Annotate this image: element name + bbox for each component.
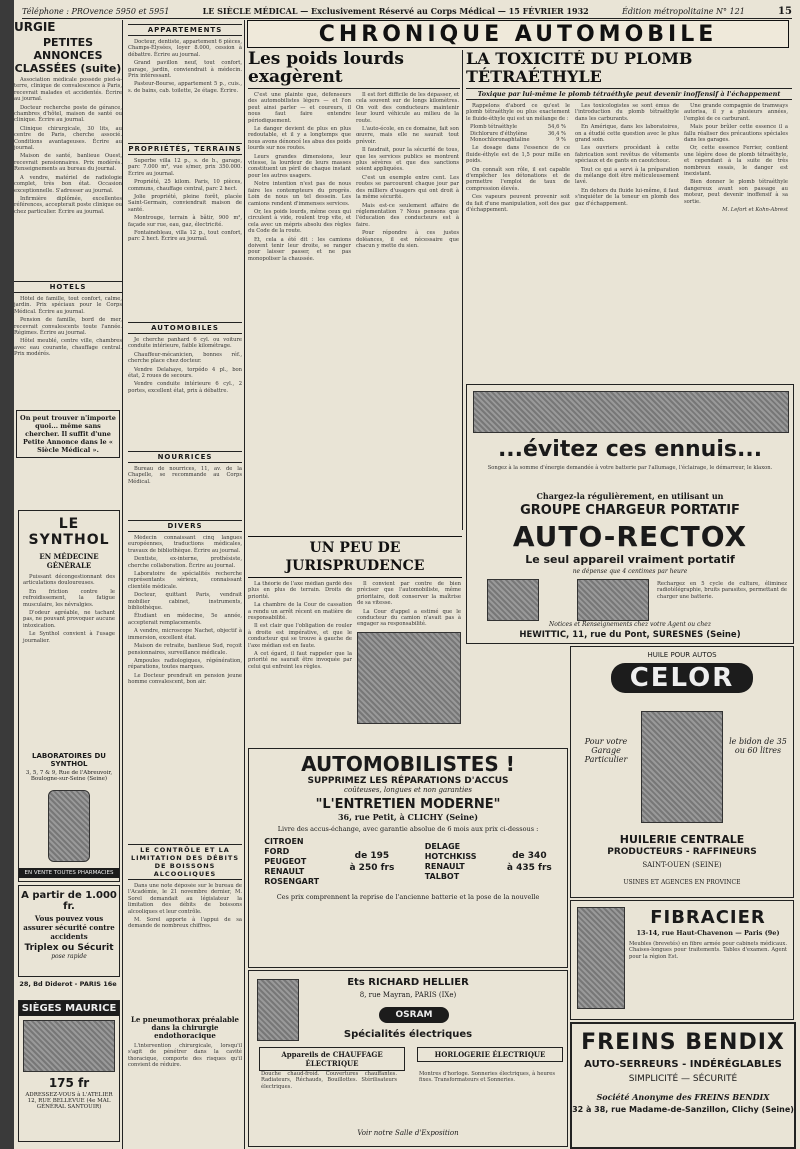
entretien-title: AUTOMOBILISTES ! (301, 752, 515, 776)
celor-top: HUILE POUR AUTOS (647, 651, 717, 659)
header-masthead: LE SIÈCLE MÉDICAL — Exclusivement Réservé au Corps Médical — 15 FÉVRIER 1932 (202, 6, 589, 16)
fibracier-address: 13-14, rue Haut-Chavenon — Paris (9e) (636, 929, 780, 937)
synthol-brand: LE SYNTHOL (28, 516, 110, 548)
article-lead: C'est une plainte que, défenseurs des automobilistes légers — et l'on peut ainsi parler — et coureurs, il nous faut faire entendre périodiquement. (248, 92, 351, 124)
celor-script-left: Pour votre Garage Particulier (584, 737, 628, 764)
article-subtitle-plomb: Toxique par lui-même le plomb tétraéthyle peut devenir inoffensif à l'échappement (466, 88, 792, 100)
autorectox-line2: Chargez-la régulièrement, en utilisant un (536, 491, 724, 501)
celor-brand: CELOR (629, 663, 735, 693)
sieges-price: 175 fr (48, 1076, 90, 1090)
binding-edge (0, 0, 14, 1149)
synthol-lab: LABORATOIRES DU SYNTHOL (32, 752, 106, 768)
article-poids-lourds: Les poids lourds exagèrent C'est une plainte que, défenseurs des automobilistes légers — et l'on peut ainsi parler — et coureurs, il nous faut faire entendre périodiquement. Le danger devient de plus en plus redoutable, et il y a longtemps que nous avons dénoncé les abus des poids lourds sur nos routes. Leurs grandes dimensions, leur vitesse, la lourdeur de leurs masses constituent un péril de chaque instant pour les autres usagers. Notre intention n'est pas de nous faire les contempteurs du progrès. Loin de nous un tel dessein. Les camions rendent d'immenses services. Or, les poids lourds, même ceux qui circulent à vide, roulent trop vite, et cela avec un mépris absolu des règles du Code de la route. Et, cela a été dit : les camions doivent tenir leur droite, se ranger pour laisser passer, et ne pas monopoliser la chaussée. Il est fort difficile de les dépasser, et cela souvent sur de longs kilomètres. On voit des conducteurs maintenir leur lourd véhicule au milieu de la route. L'auto-école, en ce domaine, fait son œuvre, mais elle ne saurait tout prévoir. Il faudrait, pour la sécurité de tous, que les services publics se montrent plus sévères et que des sanctions soient appliquées. C'est un exemple entre cent. Les routes se parcourent chaque jour par des milliers d'usagers qui ont droit à la même sécurité. Mais est-ce seulement affaire de réglementation ? Nous pensons que l'éducation des conducteurs est à faire. Pour répondre à ces justes doléances, il est nécessaire que chacun y mette du sien. (248, 50, 459, 262)
classifieds-column: APPARTEMENTS Docteur, dentiste, appartement 6 pièces, Champs-Élysées, loyer 8.000, cession à débattre. Écrire au journal. Grand pavillon neuf, tout confort, garage, jardin, conviendrait à médecin. Prix intéressant. Pasteur-Bourse, appartement 5 p., cuis., s. de bains, cab. toilette, 2e étage. Écrire. PROPRIÉTÉS, TERRAINS Superbe villa 12 p., s. de b., garage, parc 7.000 m², vue s/mer, prix 350.000. Écrire au journal. Propriété, 25 kilom. Paris, 10 pièces, communs, chauffage central, parc 2 hect. Jolie propriété, pleine forêt, placée Saint-Germain, conviendrait maison de santé. Montrouge, terrain à bâtir, 900 m², façade sur rue, eau, gaz, électricité. Fontainebleau, villa 12 p., tout confort, parc 2 hect. Écrire au journal. AUTOMOBILES Je cherche panhard 6 cyl. ou voiture conduite intérieure, faible kilométrage. Chauffeur-mécanicien, bonnes réf., cherche place chez docteur. Vendre Delahaye, torpédo 4 pl., bon état, 2 roues de secours. Vendre conduite intérieure 6 cyl., 2 portes, excellent état, prix à débattre. NOURRICES Bureau de nourrices, 11, av. de la Chapelle, se recommande au Corps Médical. DIVERS Médecin connaissant cinq langues européennes, traductions médicales, travaux de bibliothèque. Écrire au journal. Dentiste, ex-interne, prothésiste, cherche collaboration. Écrire au journal. Laboratoire de spécialités recherche représentants sérieux, connaissant clientèle médicale. Docteur, quittant Paris, vendrait mobilier cabinet, instruments, bibliothèque. Étudiant en médecine, 5e année, accepterait remplacements. A vendre, microscope Nachet, objectif à immersion, excellent état. Maison de retraite, banlieue Sud, reçoit pensionnaires, surveillance médicale. Ampoules radiologiques, régénération, réparations, toutes marques. Le Docteur prendrait en pension jeune homme convalescent, bon air. LE CONTRÔLE ET LA LIMITATION DES DÉBITS DE BOISSONS ALCOOLIQUES Dans une note déposée sur le bureau de l'Académie, le 21 novembre dernier, M. Sorel demandait au législateur la limitation des débits de boissons alcooliques et leur contrôle. M. Sorel apporte à l'appui de sa demande de nombreux chiffres. Le pneumothorax préalable dans la chirurgie endothoracique L'intervention chirurgicale, lorsqu'il s'agit de pénétrer dans la cavité thoracique, comporte des risques qu'il convient de réduire. (128, 26, 242, 1069)
charger-image-2 (577, 579, 649, 621)
entretien-moderne-ad: AUTOMOBILISTES ! SUPPRIMEZ LES RÉPARATIONS D'ACCUS coûteuses, longues et non garanties "L'ENTRETIEN MODERNE" 36, rue Petit, à CLICHY (Seine) Livre des accus-échange, avec garantie absolue de 6 mois aux prix ci-dessous : CITROEN FORD PEUGEOT RENAULT ROSENGART de 195 à 250 frs DELAGE HOTCHKISS RENAULT TALBOT de 340 à 435 frs Ces prix comprennent la reprise de l'ancienne batterie et la pose de la nouvelle (248, 748, 568, 968)
triplex: Triplex ou Sécurit (24, 943, 114, 953)
article-plomb: LA TOXICITÉ DU PLOMB TÉTRAÉTHYLE Toxique par lui-même le plomb tétraéthyle peut devenir inoffensif à l'échappement Rappelons d'abord ce qu'est le plomb tétraéthyle ou plus exactement le fluide-éthyle qui est un mélange de : Plomb tétraéthyle 54,6 % Dichlorure d'éthylène 36,4 % Monochloronaphtaline 9 % Le dosage dans l'essence de ce fluide-éthyle est de 1,5 pour mille en poids. On connaît son rôle, il est capable d'empêcher les détonations et de permettre l'emploi de taux de compression élevés. Ces vapeurs peuvent provenir soit du fait d'une manipulation, soit des gaz d'échappement. Les toxicologistes se sont émus de l'introduction du plomb tétraéthyle dans les carburants. En Amérique, dans les laboratoires, on a étudié cette question avec le plus grand soin. Les ouvriers procédant à cette fabrication sont revêtus de vêtements spéciaux et de gants en caoutchouc. Tout ce qui a servi à la préparation du mélange doit être méticuleusement lavé. En dehors du fluide lui-même, il faut s'inquiéter de la teneur en plomb des gaz d'échappement. Une grande compagnie de tramways autorisa, il y a plusieurs années, l'emploi de ce carburant. Mais pour brûler cette essence il a fallu réaliser des précautions spéciales dans les garages. Or, cette essence Ferrier, contient une légère dose de plomb tétraéthyle, et cependant à la suite de très nombreux essais, le danger est inexistant. Bien donner le plomb tétraéthyle dangereux avant son passage au moteur, peut devenir inoffensif à sa sortie. M. Lefort et Kohn-Abrest (466, 50, 792, 380)
fragment-top: URGIE (14, 20, 56, 34)
promo-box: On peut trouver n'importe quoi... même sans chercher. Il suffit d'une Petite Annonce dans le « Siècle Médical ». (16, 410, 120, 458)
fibracier-ad: FIBRACIER 13-14, rue Haut-Chavenon — Paris (9e) Meubles (brevetés) en fibre armée pour cabinets médicaux. Chaises-longues pour traitements. Tables d'examen. Agent pour la région Est. (570, 900, 794, 1020)
insurance-line: Vous pouvez vous assurer sécurité contre accidents (23, 914, 115, 941)
synthol-ad: LE SYNTHOL EN MÉDECINE GÉNÉRALE Puissant décongestionnant des articulations douloureuses. En friction contre le refroidissement, la fatigue musculaire, les névralgies. D'odeur agréable, ne tachant pas, ne pouvant provoquer aucune intoxication. Le Synthol convient à l'usage journalier. LABORATOIRES DU SYNTHOL 3, 5, 7 & 9, Rue de l'Abreuvoir, Boulogne-sur-Seine (Seine) EN VENTE TOUTES PHARMACIES (18, 510, 120, 882)
sieges-address: ADRESSEZ-VOUS à L'ATELIER 12, RUE BELLEVUE (4e MAL GÉNÉRAL SANTOUIR) (25, 1092, 113, 1110)
oil-can-image (641, 711, 723, 823)
header-edition: Édition métropolitaine N° 121 (621, 6, 745, 16)
celor-company2: PRODUCTEURS - RAFFINEURS (607, 847, 757, 857)
autorectox-line3: GROUPE CHARGEUR PORTATIF (520, 503, 740, 518)
entretien-offer: Livre des accus-échange, avec garantie absolue de 6 mois aux prix ci-dessous : (277, 825, 539, 833)
entretien-subtitle: SUPPRIMEZ LES RÉPARATIONS D'ACCUS (307, 776, 509, 786)
bendix-slogan: SIMPLICITÉ — SÉCURITÉ (628, 1074, 738, 1084)
hellier-address: 8, rue Mayran, PARIS (IXe) (359, 991, 457, 999)
bendix-title: FREINS BENDIX (581, 1030, 785, 1055)
entretien-line: coûteuses, longues et non garanties (344, 786, 472, 794)
bendix-company: Société Anonyme des FREINS BENDIX (596, 1092, 770, 1102)
article-title-poids-lourds: Les poids lourds exagèrent (248, 50, 460, 89)
section-banner: CHRONIQUE AUTOMOBILE (247, 20, 789, 48)
section-automobiles: AUTOMOBILES (128, 322, 242, 334)
truck-illustration (357, 632, 461, 724)
celor-city: SAINT-OUEN (SEINE) (642, 861, 722, 869)
composition-table: Plomb tétraéthyle 54,6 % Dichlorure d'éthylène 36,4 % Monochloronaphtaline 9 % (470, 124, 566, 144)
charger-image-1 (487, 579, 539, 621)
celor-agents: USINES ET AGENCES EN PROVINCE (623, 879, 741, 886)
autorectox-notice: Notices et Renseignements chez votre Agent ou chez (548, 621, 711, 628)
pneumothorax-title: Le pneumothorax préalable dans la chirurgie endothoracique (130, 1015, 239, 1040)
jurisprudence-title: UN PEU DE JURISPRUDENCE (248, 536, 462, 578)
car-breakdown-image (473, 391, 789, 433)
hellier-ad: Ets RICHARD HELLIER 8, rue Mayran, PARIS (IXe) OSRAM Spécialités électriques Appareils de CHAUFFAGE ÉLECTRIQUE Douche chaud-froid. Couvertures chauffantes. Radiateurs, Réchauds, Bouillottes. Stérilisateurs électriques. HORLOGERIE ÉLECTRIQUE Montres d'horloge. Sonneries électriques, à heures fixes. Transformateurs et Sonneries. Voir notre Salle d'Exposition (248, 970, 568, 1147)
entretien-address: 36, rue Petit, à CLICHY (Seine) (337, 812, 478, 822)
newspaper-page (14, 0, 800, 1149)
insurance-ad (18, 885, 120, 977)
classifieds-title-2: CLASSÉES (suite) (14, 62, 122, 75)
celor-script-right: le bidon de 35 ou 60 litres (729, 737, 787, 755)
bendix-address: 32 à 38, rue Madame-de-Sanzillon, Clichy (Seine) (572, 1105, 794, 1114)
sieges-ad (18, 1000, 120, 1142)
section-divers: DIVERS (128, 520, 242, 532)
hellier-left-title: Appareils de CHAUFFAGE ÉLECTRIQUE (259, 1047, 405, 1071)
hotels-body: Hôtel de famille, tout confort, calme, jardin. Prix spéciaux pour le Corps Médical. Écrire au journal. Pension de famille, bord de mer, recevrait convalescents toute l'année. Régimes. Écrire au journal. Hôtel meublé, centre ville, chambres avec eau courante, chauffage central. Prix modérés. (14, 296, 122, 358)
garage-address: 28, Bd Diderot - PARIS 16e (19, 980, 117, 988)
entretien-brand: "L'ENTRETIEN MODERNE" (315, 797, 501, 812)
classifieds-title-1: PETITES ANNONCES (33, 36, 103, 62)
page-number: 15 (778, 5, 792, 17)
insurance-title: A partir de 1.000 fr. (21, 890, 117, 912)
entretien-footer: Ces prix comprennent la reprise de l'ancienne batterie et la pose de la nouvelle (276, 893, 540, 901)
celor-company: HUILERIE CENTRALE (619, 833, 745, 846)
synthol-tag1: EN MÉDECINE (39, 552, 99, 561)
section-nourrices: NOURRICES (128, 451, 242, 463)
sieges-brand: SIÈGES MAURICE (19, 1001, 119, 1016)
article-jurisprudence: UN PEU DE JURISPRUDENCE La théorie de l'axe médian gardé des plus en plus de terrain. Droits de priorité. La chambre de la Cour de cassation a rendu un arrêt récent en matière de responsabilité. Il est clair que l'obligation de rouler à droite est impérative, et que le conducteur qui se trouve à gauche de l'axe médian est en faute. A cet égard, il faut rappeler que la priorité ne saurait être invoquée par celui qui enfreint les règles. Il convient par contre de bien préciser que l'automobiliste, même prioritaire, doit conserver la maîtrise de sa vitesse. La Cour d'appel a estimé que le conducteur du camion n'avait pas à engager sa responsabilité. (248, 536, 462, 744)
autorectox-company: HEWITTIC, 11, rue du Pont, SURESNES (Seine) (519, 630, 741, 640)
cabinet-image (577, 907, 625, 1009)
synthol-bottle-image (48, 790, 90, 862)
osram-logo: OSRAM (379, 1007, 449, 1023)
controle-title: LE CONTRÔLE ET LA LIMITATION DES DÉBITS DE BOISSONS ALCOOLIQUES (128, 844, 242, 880)
section-hotels: HOTELS (14, 281, 122, 293)
classified-body-1: Association médicale possède pied-à-terre, clinique de convalescence à Paris, recevrait malades et accidentés. Écrire au journal. Docteur recherche poste de gérance, chambres d'hôtel, maison de santé ou clinique. Écrire au journal. Clinique chirurgicale, 30 lits, au centre de Paris, cherche associé. Conditions avantageuses. Écrire au journal. Maison de santé, banlieue Ouest, recevrait pensionnaires. Prix modérés. Renseignements au bureau du journal. A vendre, matériel de radiologie complet, très bon état. Occasion exceptionnelle. S'adresser au journal. Infirmière diplômée, excellentes références, accepterait poste clinique ou chez particulier. Écrire au journal. (14, 77, 122, 215)
triplex-sub: pose rapide (51, 953, 87, 960)
celor-ad (570, 646, 794, 898)
autorectox-title: ...évitez ces ennuis... (497, 437, 763, 462)
bendix-ad (570, 1022, 796, 1149)
fibracier-brand: FIBRACIER (650, 907, 766, 928)
article-signature: M. Lefort et Kohn-Abrest (722, 207, 788, 214)
bendix-line: AUTO-SERREURS - INDÉRÉGLABLES (584, 1059, 782, 1070)
sieges-image (23, 1020, 115, 1072)
page-header (22, 4, 792, 19)
synthol-sold: EN VENTE TOUTES PHARMACIES (19, 868, 119, 878)
section-proprietes: PROPRIÉTÉS, TERRAINS (128, 145, 242, 153)
article-title-plomb: LA TOXICITÉ DU PLOMB TÉTRAÉTHYLE (466, 50, 693, 86)
hellier-footer: Voir notre Salle d'Exposition (357, 1129, 459, 1137)
hellier-brand: Ets RICHARD HELLIER (347, 977, 469, 988)
autorectox-ad: ...évitez ces ennuis... Songez à la somme d'énergie demandée à votre batterie par l'allumage, l'éclairage, le démarreur, le klaxon. Chargez-la régulièrement, en utilisant un GROUPE CHARGEUR PORTATIF AUTO-RECTOX Le seul appareil vraiment portatif ne dépense que 4 centimes par heure Rechargez en 5 cycle de culture, éliminez radiotélégraphie, bruits parasites, permettant de charger une batterie. Notices et Renseignements chez votre Agent ou chez HEWITTIC, 11, rue du Pont, SURESNES (Seine) (466, 384, 794, 644)
autorectox-slogan: Le seul appareil vraiment portatif (525, 553, 735, 566)
autorectox-price-note: ne dépense que 4 centimes par heure (572, 568, 688, 575)
autorectox-brand: AUTO-RECTOX (512, 520, 748, 553)
hellier-heading: Spécialités électriques (343, 1029, 473, 1040)
section-appartements: APPARTEMENTS (128, 24, 242, 36)
synthol-tag2: GÉNÉRALE (46, 561, 92, 570)
hellier-right-title: HORLOGERIE ÉLECTRIQUE (417, 1047, 563, 1062)
synthol-address: 3, 5, 7 & 9, Rue de l'Abreuvoir, Boulogne-sur-Seine (Seine) (25, 770, 113, 782)
header-phone: Téléphone : PROvence 5950 et 5951 (22, 6, 170, 16)
